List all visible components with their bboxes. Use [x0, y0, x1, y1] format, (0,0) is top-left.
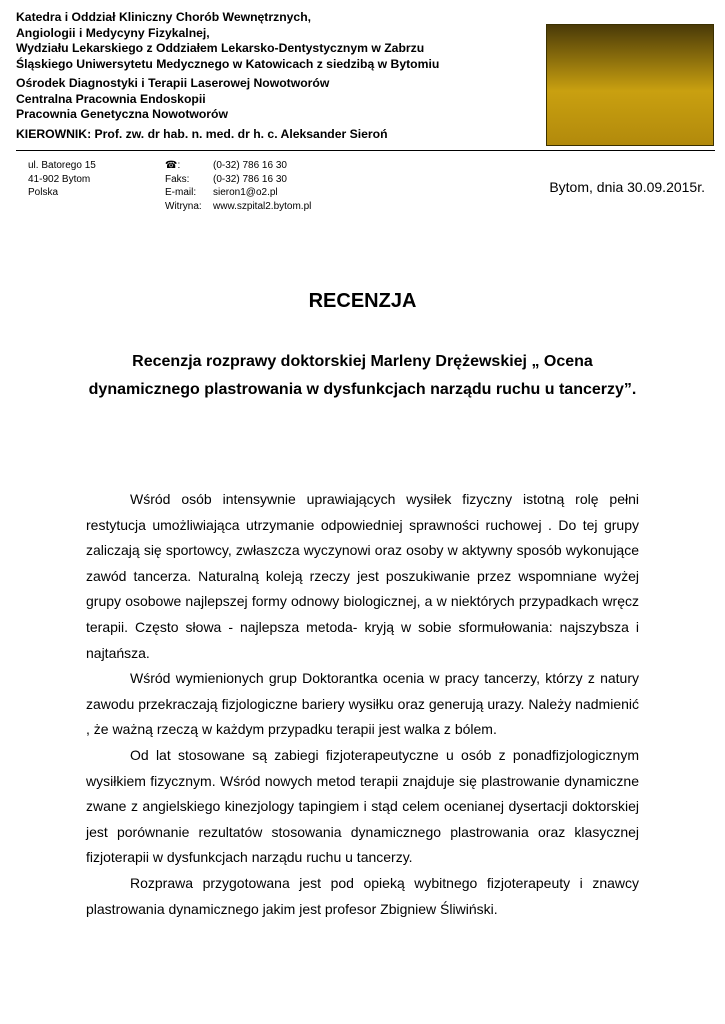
contact-details [165, 159, 311, 213]
contact-phone-row [165, 159, 311, 173]
web-label: Witryna: [165, 200, 202, 212]
header-director: KIEROWNIK: Prof. zw. dr hab. n. med. dr h. c. Aleksander Sieroń [16, 126, 388, 141]
address-city: 41-902 Bytom [28, 173, 91, 185]
phone-icon: ☎ [165, 160, 178, 171]
web-value: www.szpital2.bytom.pl [213, 200, 312, 212]
body-paragraph: Wśród wymienionych grup Doktorantka ocenia w pracy tancerzy, którzy z natury zawodu przekraczają fizjologiczne bariery wysiłku oraz generują urazy. Należy nadmienić , że ważną rzeczą w każdym przypadku terapii jest walka z bólem. [86, 670, 639, 738]
contact-web-row [165, 200, 311, 214]
subtitle-line: Recenzja rozprawy doktorskiej Marleny Drężewskiej „ Ocena [132, 353, 593, 370]
email-value: sieron1@o2.pl [213, 187, 278, 198]
document-title: RECENZJA [308, 290, 417, 312]
subtitle-line: dynamicznego plastrowania w dysfunkcjach narządu ruchu u tancerzy”. [88, 381, 637, 398]
review-body [86, 487, 639, 922]
logo-image [546, 24, 714, 146]
fax-label: Faks: [165, 173, 190, 185]
body-paragraph: Od lat stosowane są zabiegi fizjoterapeutyczne u osób z ponadfizjologicznym wysiłkiem fizycznym. Wśród nowych metod terapii znajduje się plastrowanie dynamiczne zwane z angielskiego kinezjology tapingiem i stąd celem ocenianej dysertacji doktorskiej jest porównanie rezultatów stosowania dynamicznego plastrowania oraz klasycznej fizjoterapii w dysfunkcjach narządu ruchu u tancerzy. [86, 746, 639, 866]
header-line: Ośrodek Diagnostyki i Terapii Laserowej Nowotworów [16, 76, 330, 90]
body-paragraph: Wśród osób intensywnie uprawiających wysiłek fizyczny istotną rolę pełni restytucja umożliwiająca utrzymanie odpowiedniej sprawności ruchowej . Do tej grupy zaliczają się sportowcy, zwłaszcza wyczynowi oraz osoby w aktywny sposób wykonujące zawód tancerza. Naturalną koleją rzeczy jest poszukiwanie przez wspomniane wyżej grupy osobowe najlepszej formy odnowy biologicznej, a w niektórych przypadkach wręcz terapii. Często słowa - najlepsza metoda- kryją w sobie sformułowania: najszybsza i najtańsza. [86, 491, 639, 661]
phone-label: ☎: [165, 160, 181, 171]
email-label: E-mail: [165, 187, 197, 198]
contact-email-row [165, 186, 311, 200]
header-line: Wydziału Lekarskiego z Oddziałem Lekarsko-Dentystycznym w Zabrzu [16, 41, 425, 55]
header-line: Centralna Pracownia Endoskopii [16, 91, 206, 106]
phone-value: (0-32) 786 16 30 [213, 160, 287, 171]
header-line: Katedra i Oddział Kliniczny Chorób Wewnętrznych, [16, 10, 312, 24]
header-divider [16, 150, 715, 151]
institution-header [16, 10, 536, 142]
fax-value: (0-32) 786 16 30 [213, 173, 287, 185]
body-paragraph: Rozprawa przygotowana jest pod opieką wybitnego fizjoterapeuty i znawcy plastrowania dynamicznego jakim jest profesor Zbigniew Śliwiński. [86, 874, 639, 917]
address-street: ul. Batorego 15 [28, 160, 96, 171]
address-country: Polska [28, 187, 59, 198]
header-line: Angiologii i Medycyny Fizykalnej, [16, 25, 210, 40]
document-subtitle [30, 348, 695, 404]
contact-fax-row [165, 173, 311, 187]
postal-address [28, 159, 96, 200]
header-line: Śląskiego Uniwersytetu Medycznego w Katowicach z siedzibą w Bytomiu [16, 56, 440, 71]
header-line: Pracownia Genetyczna Nowotworów [16, 107, 228, 121]
document-date: Bytom, dnia 30.09.2015r. [549, 179, 705, 195]
